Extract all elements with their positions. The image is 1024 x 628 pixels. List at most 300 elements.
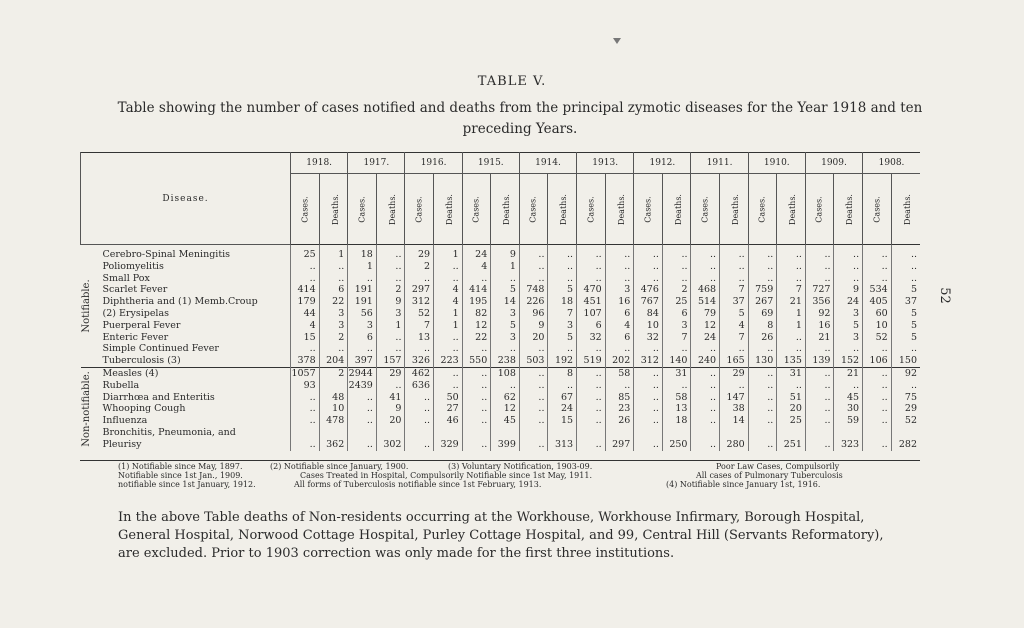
year-header: 1913. [577,153,634,174]
cases-cell: 32 [634,332,663,344]
cases-cell: 60 [863,308,892,320]
deaths-cell: 51 [777,392,806,404]
cases-cell: .. [691,367,720,379]
deaths-cell: .. [605,261,634,273]
cases-cell: .. [748,392,777,404]
deaths-cell: 21 [834,367,863,379]
footnote-2: (2) Notifiable since January, 1900. [270,462,409,471]
deaths-cell: 6 [605,332,634,344]
cases-cell: .. [805,403,834,415]
deaths-cell: 5 [891,284,920,296]
deaths-cell: .. [548,245,577,261]
cases-cell: .. [519,343,548,355]
cases-cell: 25 [291,245,320,261]
cases-cell: 1 [348,261,377,273]
deaths-cell: .. [434,380,463,392]
cases-cell: 6 [348,332,377,344]
cases-cell: .. [748,245,777,261]
cases-cell: .. [577,367,606,379]
deaths-cell: 238 [491,355,520,367]
deaths-cell: 323 [834,439,863,451]
table-row [81,392,921,404]
cases-cell [805,427,834,439]
deaths-cell [491,427,520,439]
cases-cell: 56 [348,308,377,320]
cases-cell: 18 [348,245,377,261]
cases-cell: 32 [577,332,606,344]
cases-header: Cases. [291,174,320,245]
deaths-cell: .. [319,343,348,355]
footnote-6: notifiable since 1st January, 1912. [118,480,256,489]
deaths-cell: 1 [491,261,520,273]
deaths-cell: .. [548,380,577,392]
deaths-cell: 29 [720,367,749,379]
cases-cell: .. [405,273,434,285]
deaths-header: Deaths. [319,174,348,245]
deaths-cell: 5 [834,320,863,332]
deaths-cell: 4 [605,320,634,332]
disease-name: Simple Continued Fever [102,343,219,355]
cases-cell: .. [519,367,548,379]
deaths-cell: .. [491,343,520,355]
cases-cell: 514 [691,296,720,308]
cases-cell: .. [748,367,777,379]
deaths-cell: 5 [491,284,520,296]
cases-cell: .. [462,273,491,285]
cases-cell: .. [577,343,606,355]
deaths-header: Deaths. [720,174,749,245]
deaths-cell: 48 [319,392,348,404]
cases-cell: .. [577,439,606,451]
deaths-cell [777,427,806,439]
deaths-cell [319,380,348,392]
deaths-cell: .. [720,380,749,392]
deaths-header: Deaths. [834,174,863,245]
cases-cell: .. [291,403,320,415]
deaths-cell: 3 [834,308,863,320]
cases-cell: 15 [291,332,320,344]
deaths-cell: .. [891,343,920,355]
cases-cell: .. [805,392,834,404]
cases-cell: .. [863,392,892,404]
footnote-4: Notifiable since 1st Jan., 1909. [118,471,243,480]
deaths-cell: 13 [662,403,691,415]
table-row [81,403,921,415]
deaths-cell: .. [605,380,634,392]
cases-cell: 24 [691,332,720,344]
deaths-cell: 31 [662,367,691,379]
cases-cell: .. [748,403,777,415]
deaths-cell: .. [662,245,691,261]
cases-cell [462,427,491,439]
deaths-cell: 9 [376,403,405,415]
cases-cell: .. [634,380,663,392]
deaths-cell: 10 [319,403,348,415]
deaths-cell: 45 [834,392,863,404]
deaths-cell: .. [777,343,806,355]
cases-cell [291,427,320,439]
deaths-header: Deaths. [434,174,463,245]
deaths-cell: 202 [605,355,634,367]
cases-cell: 92 [805,308,834,320]
cases-cell: .. [462,403,491,415]
deaths-cell: .. [376,343,405,355]
deaths-cell: 5 [891,320,920,332]
disease-name: Small Pox [102,272,150,284]
table-row [81,261,921,273]
cases-header: Cases. [577,174,606,245]
cases-cell: 4 [291,320,320,332]
deaths-cell: .. [491,273,520,285]
deaths-cell [434,427,463,439]
table-row [81,296,921,308]
cases-header: Cases. [519,174,548,245]
deaths-cell: .. [891,261,920,273]
deaths-cell: 16 [605,296,634,308]
cases-cell: .. [291,415,320,427]
cases-cell: 8 [748,320,777,332]
cases-cell: .. [805,261,834,273]
cases-cell: 179 [291,296,320,308]
deaths-cell: .. [434,367,463,379]
deaths-cell: 108 [491,367,520,379]
deaths-cell: 5 [891,308,920,320]
deaths-cell: 140 [662,355,691,367]
cases-cell: .. [405,415,434,427]
disease-name: Influenza [102,415,148,427]
cases-cell: .. [863,380,892,392]
deaths-cell: 6 [319,284,348,296]
deaths-cell [834,427,863,439]
deaths-cell: 9 [834,284,863,296]
cases-cell: 29 [405,245,434,261]
deaths-cell: .. [777,332,806,344]
cases-cell: 10 [634,320,663,332]
cases-header: Cases. [748,174,777,245]
deaths-cell: 1 [434,320,463,332]
deaths-cell: 59 [834,415,863,427]
deaths-cell: 29 [376,367,405,379]
deaths-cell: .. [891,380,920,392]
deaths-cell: 204 [319,355,348,367]
deaths-header: Deaths. [548,174,577,245]
deaths-cell: 1 [777,308,806,320]
cases-cell: .. [863,245,892,261]
deaths-cell [319,427,348,439]
deaths-header: Deaths. [891,174,920,245]
cases-cell: .. [405,439,434,451]
deaths-cell: .. [605,273,634,285]
cases-cell: 96 [519,308,548,320]
cases-cell: 21 [805,332,834,344]
table-row [81,332,921,344]
deaths-cell: 3 [605,284,634,296]
cases-cell: 767 [634,296,663,308]
year-header: 1911. [691,153,748,174]
cases-cell: .. [519,392,548,404]
disease-name: Poliomyelitis [102,260,164,272]
cases-cell: 22 [462,332,491,344]
cases-cell: 356 [805,296,834,308]
cases-cell: .. [691,273,720,285]
cases-cell: .. [634,415,663,427]
cases-cell: .. [577,415,606,427]
deaths-cell: 3 [662,320,691,332]
cases-cell: .. [805,439,834,451]
cases-cell: .. [405,392,434,404]
cases-cell: .. [462,343,491,355]
deaths-cell: .. [834,273,863,285]
deaths-cell: 1 [434,245,463,261]
cases-cell: 476 [634,284,663,296]
cases-cell: .. [863,367,892,379]
cases-cell: 414 [291,284,320,296]
deaths-cell: 2 [662,284,691,296]
deaths-cell: 3 [548,320,577,332]
deaths-cell: 5 [548,332,577,344]
cases-cell: 378 [291,355,320,367]
cases-cell: .. [863,439,892,451]
cases-cell: .. [863,273,892,285]
deaths-cell: 4 [720,320,749,332]
cases-cell: .. [291,273,320,285]
deaths-cell: 297 [605,439,634,451]
deaths-cell: .. [891,245,920,261]
cases-cell: .. [863,343,892,355]
deaths-cell: 62 [491,392,520,404]
deaths-cell: 157 [376,355,405,367]
deaths-cell: 31 [777,367,806,379]
deaths-cell: .. [434,261,463,273]
cases-cell: 397 [348,355,377,367]
year-header-row [81,153,921,174]
disease-name: Cerebro-Spinal Meningitis [102,249,231,260]
deaths-cell: .. [376,273,405,285]
cases-cell: 12 [691,320,720,332]
cases-cell: .. [634,245,663,261]
year-header: 1918. [291,153,348,174]
cases-cell: 82 [462,308,491,320]
year-header: 1916. [405,153,462,174]
cases-cell [691,427,720,439]
cases-cell: 4 [462,261,491,273]
disease-name: Whooping Cough [102,403,186,415]
deaths-cell: 67 [548,392,577,404]
cases-cell: 326 [405,355,434,367]
cases-cell: .. [291,392,320,404]
disease-column-header: Disease. [81,153,291,245]
cases-cell: 24 [462,245,491,261]
cases-header: Cases. [805,174,834,245]
cases-cell: 2944 [348,367,377,379]
cases-cell: .. [519,380,548,392]
deaths-cell: .. [319,273,348,285]
deaths-cell: 3 [319,320,348,332]
deaths-cell: 7 [720,332,749,344]
deaths-cell: 7 [662,332,691,344]
deaths-cell: 6 [662,308,691,320]
cases-cell: .. [462,380,491,392]
deaths-cell: 15 [548,415,577,427]
disease-table [80,152,920,451]
cases-cell: 52 [405,308,434,320]
deaths-cell: .. [605,245,634,261]
footnote-3-poor-law: Poor Law Cases, Compulsorily [716,462,840,471]
deaths-cell: 329 [434,439,463,451]
cases-cell: 52 [863,332,892,344]
cases-cell: .. [748,415,777,427]
deaths-cell: 5 [548,284,577,296]
deaths-cell: 251 [777,439,806,451]
cases-cell: .. [519,261,548,273]
deaths-cell: .. [777,261,806,273]
deaths-cell: 50 [434,392,463,404]
cases-cell [405,427,434,439]
deaths-cell: .. [605,343,634,355]
cases-cell: 226 [519,296,548,308]
cases-cell: 6 [577,320,606,332]
disease-name: Rubella [102,379,140,391]
cases-cell: 312 [405,296,434,308]
page-title: TABLE V. [477,74,547,89]
deaths-cell: .. [548,261,577,273]
cases-cell: 10 [863,320,892,332]
deaths-cell [720,427,749,439]
cases-cell: 312 [634,355,663,367]
deaths-header: Deaths. [777,174,806,245]
deaths-cell: 192 [548,355,577,367]
footnote-8: (4) Notifiable since January 1st, 1916. [666,480,821,489]
deaths-cell: 7 [777,284,806,296]
cases-cell: .. [691,415,720,427]
deaths-cell: 399 [491,439,520,451]
cases-cell: .. [691,380,720,392]
deaths-cell: 302 [376,439,405,451]
cases-cell: .. [748,261,777,273]
disease-name: Enteric Fever [102,331,169,343]
deaths-cell: 282 [891,439,920,451]
cases-cell: 107 [577,308,606,320]
cases-cell: .. [691,403,720,415]
cases-header: Cases. [634,174,663,245]
cases-cell: .. [577,261,606,273]
deaths-cell: 24 [548,403,577,415]
table-row [81,439,921,451]
cases-cell: .. [805,380,834,392]
cases-cell: .. [634,367,663,379]
deaths-cell: 23 [605,403,634,415]
cases-cell: 451 [577,296,606,308]
cases-cell: .. [805,245,834,261]
table-row [81,380,921,392]
cases-cell: 503 [519,355,548,367]
deaths-cell: 1 [434,308,463,320]
deaths-cell: 4 [434,296,463,308]
cases-cell: 748 [519,284,548,296]
cases-cell: 106 [863,355,892,367]
deaths-cell: 26 [605,415,634,427]
deaths-cell: 12 [491,403,520,415]
cases-cell: 297 [405,284,434,296]
deaths-cell: .. [720,245,749,261]
cases-cell: .. [291,343,320,355]
cases-cell: .. [348,439,377,451]
deaths-cell: .. [834,245,863,261]
deaths-cell [662,427,691,439]
cases-cell [863,427,892,439]
cases-cell: 13 [405,332,434,344]
deaths-cell: 52 [891,415,920,427]
cases-cell: .. [748,343,777,355]
cases-cell: .. [748,273,777,285]
footnote-3: (3) Voluntary Notification, 1903-09. [448,462,593,471]
cases-cell: 405 [863,296,892,308]
cases-cell [519,427,548,439]
cases-cell: .. [348,415,377,427]
deaths-cell: 58 [605,367,634,379]
deaths-cell: 20 [777,403,806,415]
deaths-cell: .. [662,380,691,392]
deaths-cell: 5 [891,332,920,344]
cases-cell: .. [577,403,606,415]
deaths-cell: .. [662,261,691,273]
deaths-cell: .. [376,380,405,392]
year-header: 1910. [748,153,805,174]
cases-cell: 2439 [348,380,377,392]
deaths-cell: .. [548,273,577,285]
deaths-cell: .. [376,261,405,273]
cases-cell: 20 [519,332,548,344]
deaths-cell: .. [834,261,863,273]
deaths-cell: 1 [376,320,405,332]
cases-cell: .. [519,273,548,285]
cases-cell [634,427,663,439]
deaths-cell: .. [319,261,348,273]
deaths-cell: 14 [720,415,749,427]
deaths-cell: 29 [891,403,920,415]
deaths-cell: .. [834,380,863,392]
deaths-cell: .. [434,273,463,285]
deaths-cell: .. [720,261,749,273]
deaths-cell: 45 [491,415,520,427]
disease-name: (2) Erysipelas [102,307,170,319]
table-bottom-rule [80,460,920,461]
deaths-cell: 3 [319,308,348,320]
cases-cell: 267 [748,296,777,308]
footer-paragraph: In the above Table deaths of Non-residents occurring at the Workhouse, Workhouse Infirmary, Borough Hospital, General Hospital, Norwood Cottage Hospital, Purley Cottage Hospital, and 99, Central Hill (Servants Reformatory), are excluded. Prior to 1903 correction was only made for the first three institutions. [118,510,884,561]
deaths-cell: .. [376,332,405,344]
year-header: 1915. [462,153,519,174]
cases-cell: 139 [805,355,834,367]
cases-cell: .. [348,392,377,404]
cases-cell: .. [748,439,777,451]
cases-cell: 84 [634,308,663,320]
deaths-cell [891,427,920,439]
deaths-cell: 152 [834,355,863,367]
deaths-cell: 2 [376,284,405,296]
deaths-cell: 21 [777,296,806,308]
cases-cell: 9 [519,320,548,332]
printer-mark [613,38,621,44]
deaths-cell: 37 [720,296,749,308]
cases-cell: 191 [348,284,377,296]
disease-name: Measles (4) [93,367,291,379]
footnote-5: Cases Treated in Hospital, Compulsorily Notifiable since 1st May, 1911. [300,471,592,480]
cases-cell [577,427,606,439]
cases-cell: .. [519,415,548,427]
cases-cell: .. [577,392,606,404]
cases-cell: .. [863,403,892,415]
